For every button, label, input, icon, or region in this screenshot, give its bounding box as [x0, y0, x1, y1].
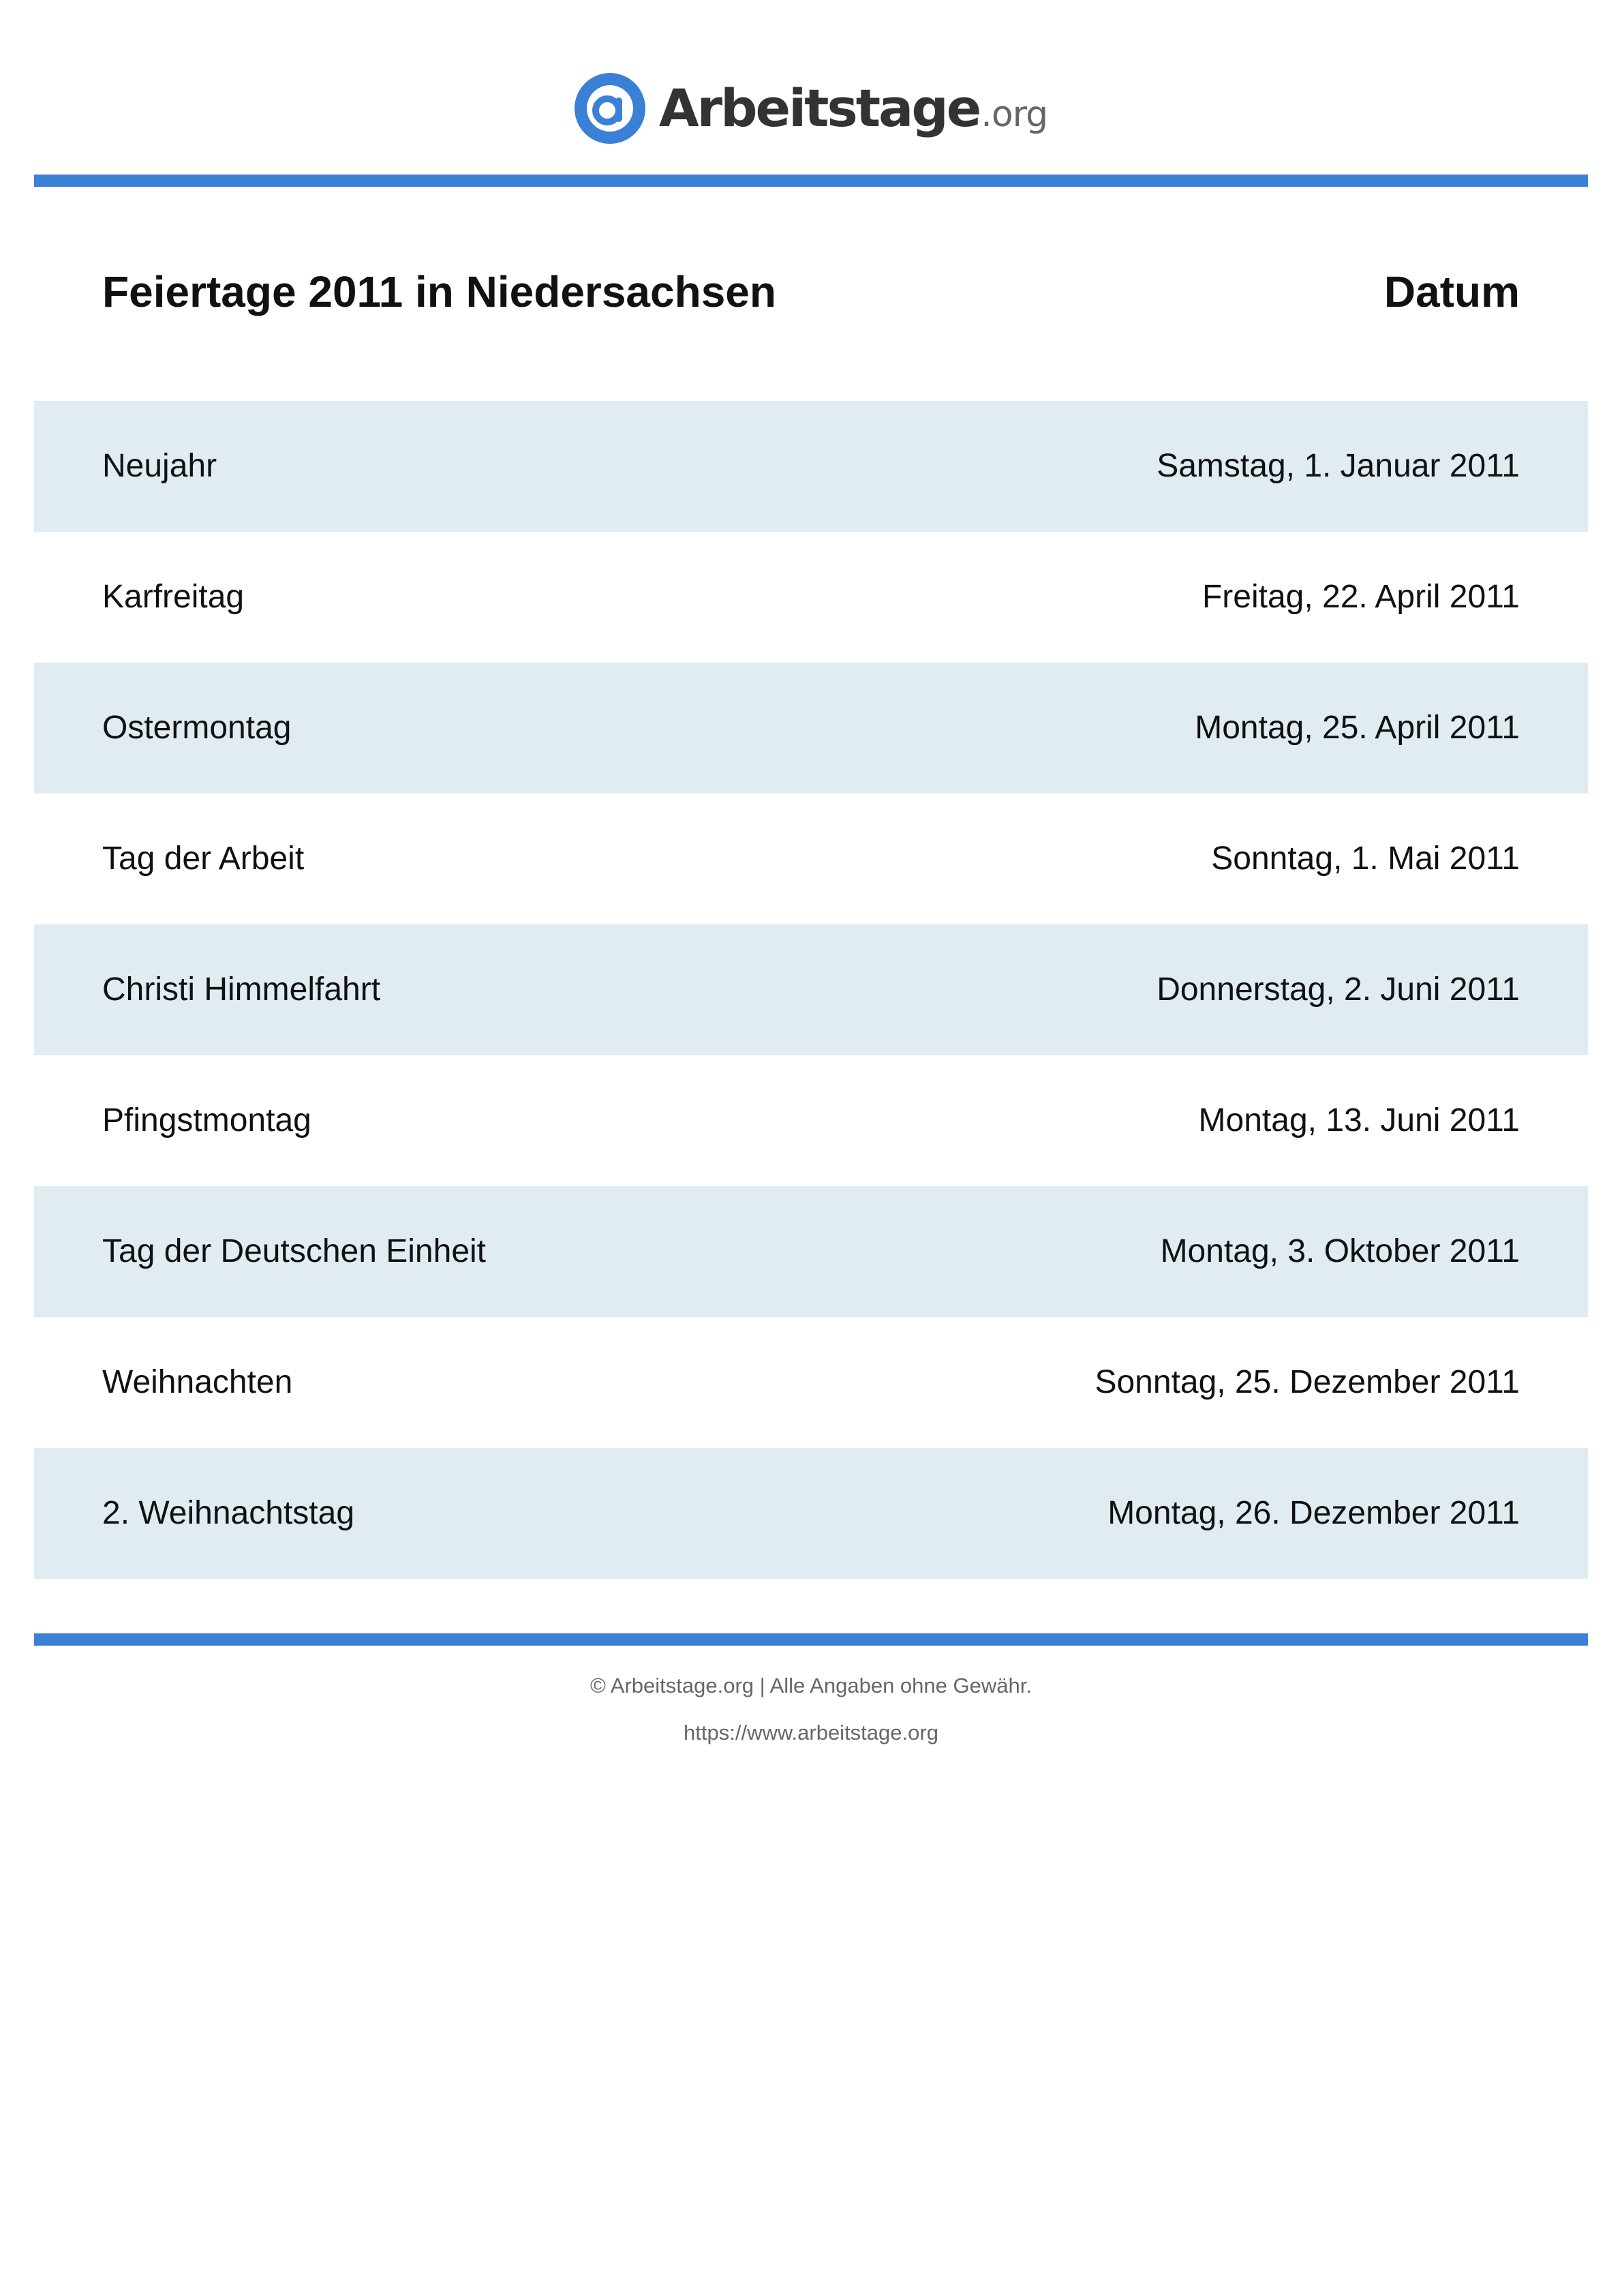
table-row: [34, 1448, 1588, 1579]
holiday-name: Christi Himmelfahrt: [102, 971, 381, 1008]
site-logo[interactable]: [0, 71, 1622, 146]
holiday-table-header: [34, 252, 1588, 331]
holiday-date: Montag, 3. Oktober 2011: [1160, 1233, 1520, 1269]
logo-wordmark: [658, 78, 1048, 138]
table-row: [34, 1186, 1588, 1317]
holiday-date: Montag, 25. April 2011: [1195, 710, 1520, 746]
footer-url[interactable]: https://www.arbeitstage.org: [684, 1721, 938, 1744]
holiday-date: Montag, 13. Juni 2011: [1198, 1102, 1520, 1138]
logo-lockup: [575, 73, 1047, 144]
holiday-date: Sonntag, 1. Mai 2011: [1211, 841, 1520, 877]
holiday-name: Tag der Arbeit: [102, 841, 305, 877]
holiday-table-body: [34, 401, 1588, 1579]
table-row: [34, 532, 1588, 663]
logo-main-text: Arbeitstage: [658, 78, 980, 138]
holiday-name: Pfingstmontag: [102, 1102, 311, 1138]
table-row: [34, 1317, 1588, 1448]
table-row: [34, 663, 1588, 794]
table-row: [34, 924, 1588, 1055]
logo-tld-text: .org: [981, 94, 1048, 135]
holiday-name: Weihnachten: [102, 1364, 293, 1400]
footer-divider: [34, 1633, 1588, 1646]
holiday-name: Neujahr: [102, 448, 217, 484]
footer-copyright: © Arbeitstage.org | Alle Angaben ohne Gewähr.: [590, 1674, 1032, 1697]
holiday-name: Ostermontag: [102, 710, 292, 746]
holiday-name: Tag der Deutschen Einheit: [102, 1233, 487, 1269]
holiday-name: 2. Weihnachtstag: [102, 1495, 355, 1531]
holiday-date: Freitag, 22. April 2011: [1202, 579, 1520, 615]
table-title: Feiertage 2011 in Niedersachsen: [102, 267, 776, 316]
table-row: [34, 794, 1588, 924]
holiday-date: Montag, 26. Dezember 2011: [1107, 1495, 1520, 1531]
holiday-date: Donnerstag, 2. Juni 2011: [1157, 971, 1520, 1008]
at-sign-icon: [575, 73, 645, 144]
holiday-date: Sonntag, 25. Dezember 2011: [1095, 1364, 1520, 1400]
date-column-header: Datum: [1383, 267, 1520, 316]
table-row: [34, 1055, 1588, 1186]
holiday-name: Karfreitag: [102, 579, 245, 615]
holiday-date: Samstag, 1. Januar 2011: [1157, 448, 1520, 484]
header-divider: [34, 175, 1588, 187]
table-row: [34, 401, 1588, 532]
